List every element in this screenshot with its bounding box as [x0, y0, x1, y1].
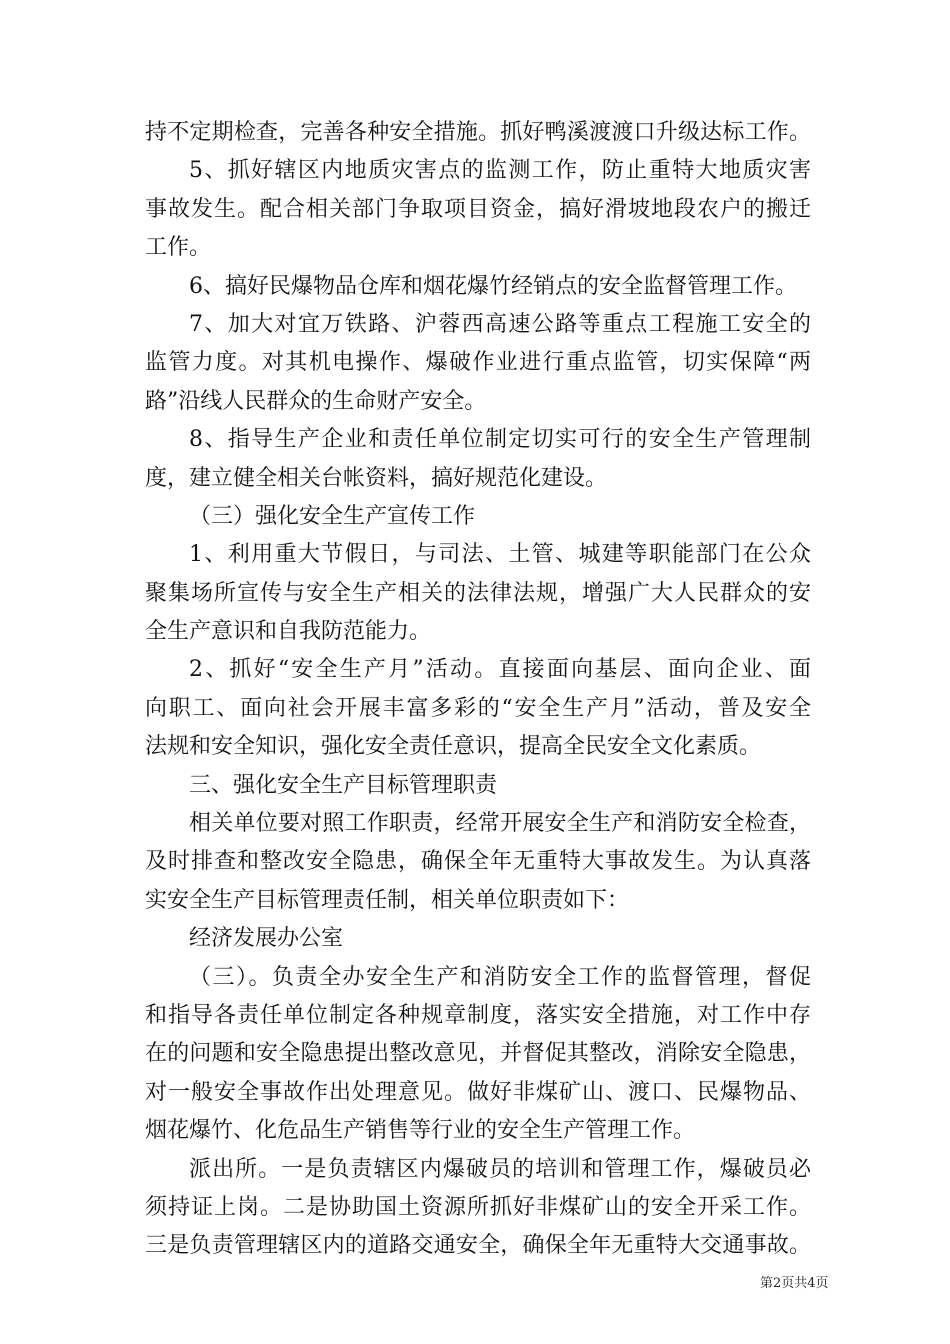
paragraph: [145, 767, 811, 805]
page-number: 第2页共4页: [760, 1276, 829, 1291]
paragraph: [145, 421, 811, 498]
text-line: （三）强化安全生产宣传工作: [189, 503, 476, 529]
text-line: 聚集场所宣传与安全生产相关的法律法规，增强广大人民群众的安: [145, 580, 811, 606]
document-body: [145, 114, 811, 1266]
paragraph: [145, 306, 811, 421]
text-line: （三）。负责全办安全生产和消防安全工作的监督管理，督促: [189, 964, 811, 990]
text-line: 持不定期检查，完善各种安全措施。抓好鸭溪渡渡口升级达标工作。: [145, 120, 811, 145]
text-line: 路”沿线人民群众的生命财产安全。: [145, 388, 487, 414]
text-line: 8、指导生产企业和责任单位制定切实可行的安全生产管理制: [189, 427, 811, 453]
paragraph: [145, 114, 811, 152]
text-line: 烟花爆竹、化危品生产销售等行业的安全生产管理工作。: [145, 1118, 696, 1144]
text-line: 对一般安全事故作出处理意见。做好非煤矿山、渡口、民爆物品、: [145, 1079, 811, 1105]
text-line: 和指导各责任单位制定各种规章制度，落实安全措施，对工作中存: [145, 1002, 811, 1028]
text-line: 事故发生。配合相关部门争取项目资金，搞好滑坡地段农户的搬迁: [145, 196, 811, 222]
text-line: 6、搞好民爆物品仓库和烟花爆竹经销点的安全监督管理工作。: [189, 273, 797, 299]
paragraph: [145, 536, 811, 651]
paragraph: [145, 152, 811, 267]
text-line: 须持证上岗。二是协助国土资源所抓好非煤矿山的安全开采工作。: [145, 1194, 811, 1220]
text-line: 2、抓好“安全生产月”活动。直接面向基层、面向企业、面: [189, 657, 811, 683]
text-line: 相关单位要对照工作职责，经常开展安全生产和消防安全检查，: [189, 811, 811, 837]
text-line: 及时排查和整改安全隐患，确保全年无重特大事故发生。为认真落: [145, 849, 811, 875]
text-line: 监管力度。对其机电操作、爆破作业进行重点监管，切实保障“两: [145, 350, 811, 376]
text-line: 向职工、面向社会开展丰富多彩的“安全生产月”活动，普及安全: [145, 695, 811, 721]
text-line: 三是负责管理辖区内的道路交通安全，确保全年无重特大交通事故。: [145, 1233, 811, 1259]
text-line: 5、抓好辖区内地质灾害点的监测工作，防止重特大地质灾害: [189, 158, 811, 184]
text-line: 经济发展办公室: [189, 926, 344, 952]
paragraph: [145, 805, 811, 920]
text-line: 派出所。一是负责辖区内爆破员的培训和管理工作，爆破员必: [189, 1156, 811, 1182]
text-line: 三、强化安全生产目标管理职责: [189, 772, 498, 798]
text-line: 法规和安全知识，强化安全责任意识，提高全民安全文化素质。: [145, 734, 762, 760]
text-line: 全生产意识和自我防范能力。: [145, 619, 432, 645]
text-line: 度，建立健全相关台帐资料，搞好规范化建设。: [145, 465, 608, 491]
text-line: 1、利用重大节假日，与司法、土管、城建等职能部门在公众: [189, 542, 811, 568]
paragraph: [145, 651, 811, 766]
text-line: 7、加大对宜万铁路、沪蓉西高速公路等重点工程施工安全的: [189, 311, 811, 337]
paragraph: [145, 498, 811, 536]
paragraph: [145, 1151, 811, 1266]
paragraph: [145, 920, 811, 958]
text-line: 在的问题和安全隐患提出整改意见，并督促其整改，消除安全隐患，: [145, 1041, 811, 1067]
text-line: 实安全生产目标管理责任制，相关单位职责如下：: [145, 887, 630, 913]
paragraph: [145, 959, 811, 1151]
text-line: 工作。: [145, 235, 212, 261]
paragraph: [145, 268, 811, 306]
